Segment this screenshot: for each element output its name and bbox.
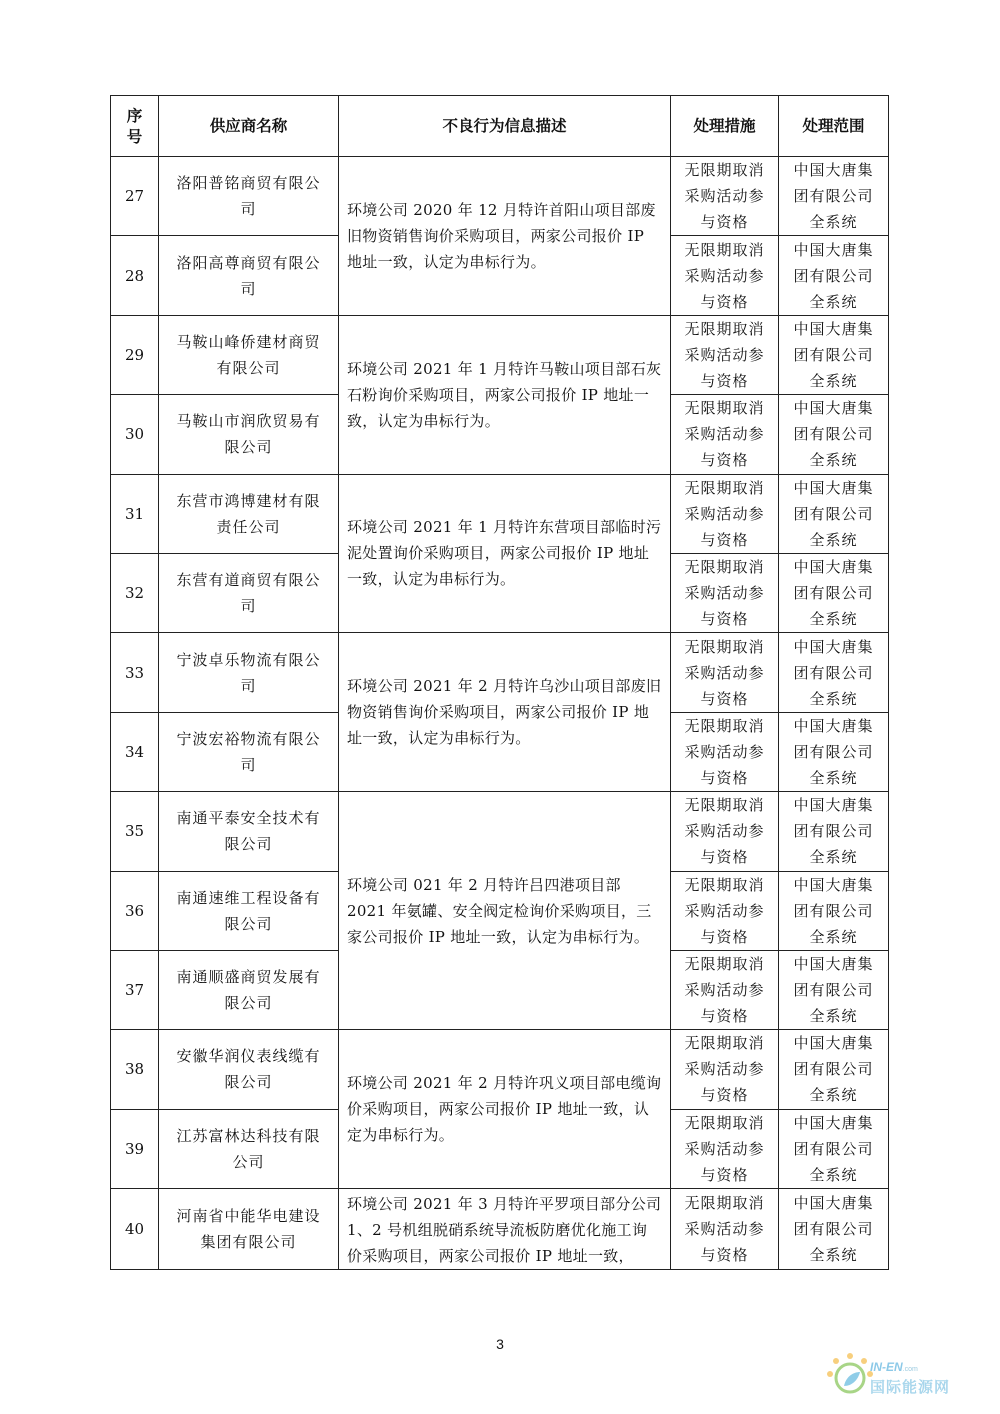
measure-cell: 无限期取消采购活动参与资格 (671, 1030, 779, 1109)
row-number: 27 (111, 157, 159, 236)
row-number: 35 (111, 792, 159, 871)
supplier-name: 洛阳普铭商贸有限公司 (159, 157, 339, 236)
supplier-name: 安徽华润仪表线缆有限公司 (159, 1030, 339, 1109)
scope-cell: 中国大唐集团有限公司全系统 (779, 395, 889, 474)
supplier-name: 宁波卓乐物流有限公司 (159, 633, 339, 712)
supplier-name: 东营有道商贸有限公司 (159, 553, 339, 632)
table-row (111, 633, 889, 712)
table-row (111, 1030, 889, 1109)
measure-cell: 无限期取消采购活动参与资格 (671, 1109, 779, 1188)
scope-cell: 中国大唐集团有限公司全系统 (779, 474, 889, 553)
measure-cell: 无限期取消采购活动参与资格 (671, 1189, 779, 1270)
watermark-site-name: 国际能源网 (870, 1378, 951, 1396)
table-row (111, 157, 889, 236)
table-row (111, 1189, 889, 1270)
supplier-name: 东营市鸿博建材有限责任公司 (159, 474, 339, 553)
table-header-row (111, 96, 889, 157)
header-supplier-name: 供应商名称 (159, 96, 339, 157)
scope-cell: 中国大唐集团有限公司全系统 (779, 1109, 889, 1188)
row-number: 36 (111, 871, 159, 950)
scope-cell: 中国大唐集团有限公司全系统 (779, 315, 889, 394)
row-number: 38 (111, 1030, 159, 1109)
measure-cell: 无限期取消采购活动参与资格 (671, 474, 779, 553)
supplier-name: 洛阳高尊商贸有限公司 (159, 236, 339, 315)
row-number: 29 (111, 315, 159, 394)
scope-cell: 中国大唐集团有限公司全系统 (779, 712, 889, 791)
row-number: 32 (111, 553, 159, 632)
watermark (820, 1344, 990, 1406)
row-number: 37 (111, 950, 159, 1029)
watermark-brand (870, 1360, 918, 1374)
violation-description: 环境公司 2020 年 12 月特许首阳山项目部废旧物资销售询价采购项目，两家公司报价 IP 地址一致，认定为串标行为。 (339, 157, 671, 316)
header-number (111, 96, 159, 157)
watermark-brand-sub: .com (902, 1366, 918, 1373)
scope-cell: 中国大唐集团有限公司全系统 (779, 236, 889, 315)
scope-cell: 中国大唐集团有限公司全系统 (779, 1030, 889, 1109)
row-number: 31 (111, 474, 159, 553)
violation-description: 环境公司 2021 年 2 月特许巩义项目部电缆询价采购项目，两家公司报价 IP 地址一致，认定为串标行为。 (339, 1030, 671, 1189)
violation-description: 环境公司 2021 年 3 月特许平罗项目部分公司 1、2 号机组脱硝系统导流板防磨优化施工询价采购项目，两家公司报价 IP 地址一致， (339, 1189, 671, 1270)
row-number: 39 (111, 1109, 159, 1188)
measure-cell: 无限期取消采购活动参与资格 (671, 553, 779, 632)
measure-cell: 无限期取消采购活动参与资格 (671, 236, 779, 315)
sun-leaf-logo-icon (824, 1350, 876, 1402)
supplier-name: 河南省中能华电建设集团有限公司 (159, 1189, 339, 1270)
measure-cell: 无限期取消采购活动参与资格 (671, 871, 779, 950)
header-measure: 处理措施 (671, 96, 779, 157)
measure-cell: 无限期取消采购活动参与资格 (671, 712, 779, 791)
supplier-name: 南通速维工程设备有限公司 (159, 871, 339, 950)
violation-table (110, 95, 889, 1270)
scope-cell: 中国大唐集团有限公司全系统 (779, 553, 889, 632)
header-number-text: 序 号 (126, 106, 143, 146)
table-row (111, 474, 889, 553)
table-row (111, 315, 889, 394)
measure-cell: 无限期取消采购活动参与资格 (671, 950, 779, 1029)
supplier-name: 南通顺盛商贸发展有限公司 (159, 950, 339, 1029)
row-number: 34 (111, 712, 159, 791)
header-description: 不良行为信息描述 (339, 96, 671, 157)
supplier-name: 马鞍山市润欣贸易有限公司 (159, 395, 339, 474)
supplier-name: 南通平泰安全技术有限公司 (159, 792, 339, 871)
row-number: 30 (111, 395, 159, 474)
table-row (111, 792, 889, 871)
measure-cell: 无限期取消采购活动参与资格 (671, 792, 779, 871)
supplier-name: 宁波宏裕物流有限公司 (159, 712, 339, 791)
watermark-brand-top: IN-EN (870, 1360, 903, 1374)
scope-cell: 中国大唐集团有限公司全系统 (779, 792, 889, 871)
measure-cell: 无限期取消采购活动参与资格 (671, 633, 779, 712)
violation-description: 环境公司 2021 年 2 月特许乌沙山项目部废旧物资销售询价采购项目，两家公司报价 IP 地址一致，认定为串标行为。 (339, 633, 671, 792)
row-number: 28 (111, 236, 159, 315)
scope-cell: 中国大唐集团有限公司全系统 (779, 157, 889, 236)
supplier-name: 马鞍山峰侨建材商贸有限公司 (159, 315, 339, 394)
page-number: 3 (496, 1336, 504, 1352)
scope-cell: 中国大唐集团有限公司全系统 (779, 1189, 889, 1270)
header-scope: 处理范围 (779, 96, 889, 157)
measure-cell: 无限期取消采购活动参与资格 (671, 315, 779, 394)
violation-description: 环境公司 021 年 2 月特许吕四港项目部 2021 年氨罐、安全阀定检询价采购项目，三家公司报价 IP 地址一致，认定为串标行为。 (339, 792, 671, 1030)
measure-cell: 无限期取消采购活动参与资格 (671, 395, 779, 474)
row-number: 40 (111, 1189, 159, 1270)
violation-description: 环境公司 2021 年 1 月特许马鞍山项目部石灰石粉询价采购项目，两家公司报价 IP 地址一致，认定为串标行为。 (339, 315, 671, 474)
row-number: 33 (111, 633, 159, 712)
scope-cell: 中国大唐集团有限公司全系统 (779, 871, 889, 950)
violation-description: 环境公司 2021 年 1 月特许东营项目部临时污泥处置询价采购项目，两家公司报价 IP 地址一致，认定为串标行为。 (339, 474, 671, 633)
scope-cell: 中国大唐集团有限公司全系统 (779, 950, 889, 1029)
supplier-name: 江苏富林达科技有限公司 (159, 1109, 339, 1188)
measure-cell: 无限期取消采购活动参与资格 (671, 157, 779, 236)
scope-cell: 中国大唐集团有限公司全系统 (779, 633, 889, 712)
